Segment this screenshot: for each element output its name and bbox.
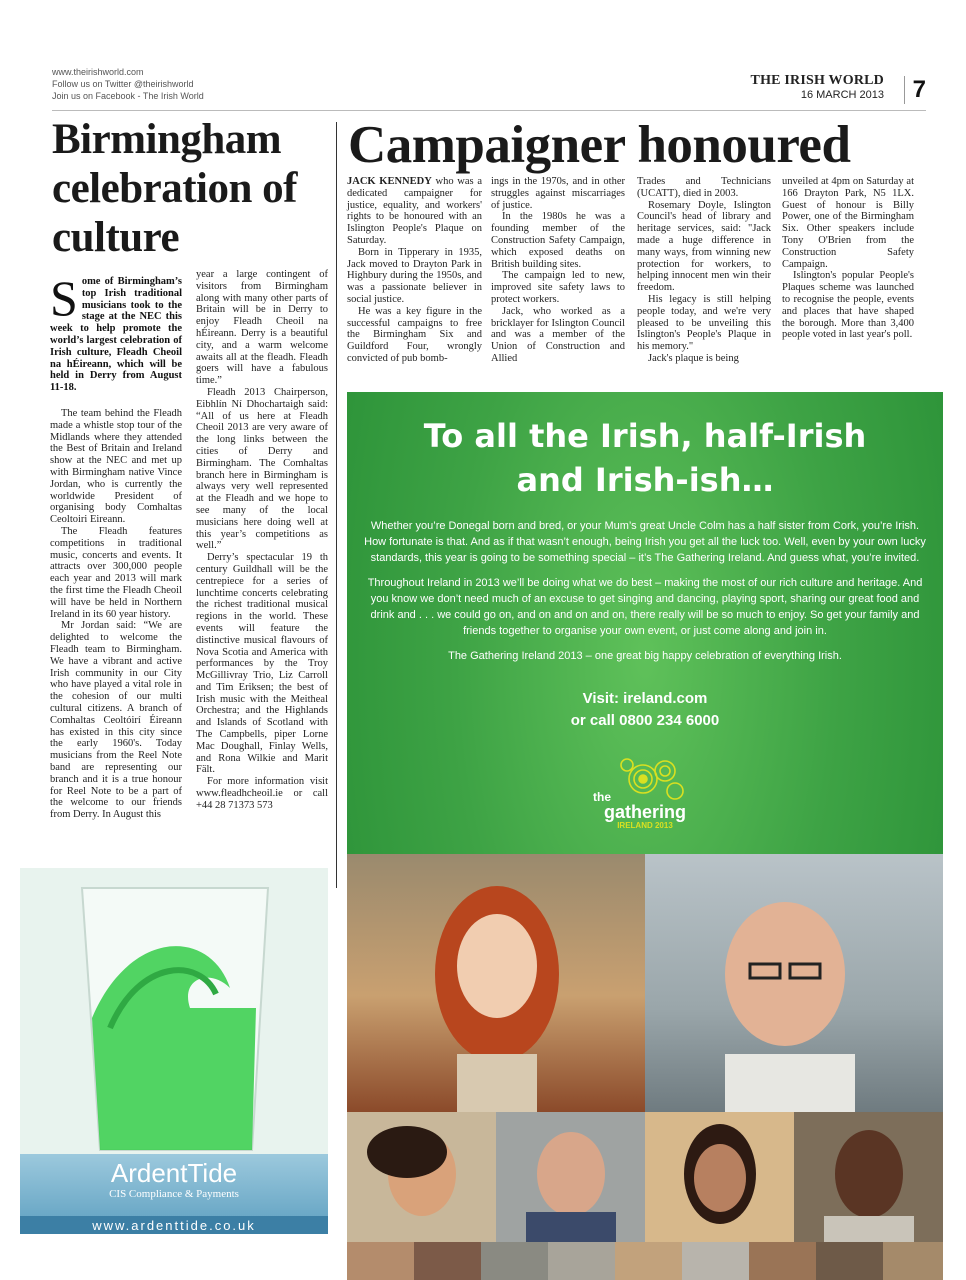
paragraph: In the 1980s he was a founding member of the Construction Safety Campaign, which exposed deaths on British building sites. bbox=[491, 211, 625, 270]
photo-thumb bbox=[548, 1242, 615, 1280]
ardenttide-url[interactable]: www.ardenttide.co.uk bbox=[20, 1216, 328, 1234]
advert-title bbox=[347, 414, 943, 502]
paragraph: unveiled at 4pm on Saturday at 166 Drayton Park, N5 1LX. Guest of honour is Billy Power, one of the Birmingham Six. Other speakers include Tony O'Brien from the Construction Safety Campaign. bbox=[782, 176, 914, 270]
paragraph: The team behind the Fleadh made a whistle stop tour of the Midlands where they attended the Best of Britain and Ireland show at the NEC and met up with Birmingham native Vince Jordan, who is currently the worldwide President of organising body Comhaltas Ceoltoiri Eireann. bbox=[50, 408, 182, 526]
photo-thumb bbox=[347, 1242, 414, 1280]
birmingham-headline: Birmingham celebration of culture bbox=[52, 116, 297, 261]
page-number: 7 bbox=[904, 76, 926, 104]
paragraph: Born in Tipperary in 1935, Jack moved to Drayton Park in Highbury during the 1950s, and was a passionate believer in social justice. bbox=[347, 246, 482, 305]
photo-smiling-man bbox=[794, 1112, 943, 1242]
campaigner-column-1 bbox=[347, 176, 482, 365]
paragraph: Mr Jordan said: “We are delighted to welcome the Fleadh team to Birmingham. We have a vibrant and active Irish community in our City who have played a vital role in the cohesion of our multi cultural citizens. A branch of Comhaltas Ceoltóirí Éireann has existed in this city since the early 1960's. Today musicians from the Reel Note band are representing our branch and it is a true honour for Reel Note to be a part of the welcome to our friends from Derry. In August this bbox=[50, 620, 182, 821]
header-divider bbox=[52, 110, 926, 111]
photo-thumb bbox=[816, 1242, 883, 1280]
paragraph: Jack's plaque is being bbox=[648, 352, 739, 364]
portrait-illustration bbox=[496, 1112, 645, 1242]
paragraph: Trades and Technicians (UCATT), died in 2003. bbox=[637, 176, 771, 199]
portrait-illustration bbox=[794, 1112, 943, 1242]
birmingham-column-2 bbox=[196, 269, 328, 812]
logo-text bbox=[585, 791, 705, 831]
drop-cap: S bbox=[50, 270, 78, 326]
paragraph: For more information visit www.fleadhcheoil.ie or call +44 28 71373 573 bbox=[196, 776, 328, 811]
photo-thumb bbox=[682, 1242, 749, 1280]
ardenttide-banner bbox=[20, 1154, 328, 1234]
logo-subtitle: IRELAND 2013 bbox=[617, 821, 673, 830]
photo-thumb bbox=[615, 1242, 682, 1280]
photo-smiling-woman bbox=[347, 1112, 496, 1242]
advert-body bbox=[363, 518, 927, 673]
byline-text: who was a dedicated campaigner for justice, equality, and workers' rights to be honoured with an Islington People's Plaque on Saturday. bbox=[347, 176, 482, 246]
photo-thumb bbox=[749, 1242, 816, 1280]
advert-paragraph: Whether you’re Donegal born and bred, or your Mum’s great Uncle Colm has a half sister from Cork, you’re Irish. How fortunate is that. And as if that wasn’t enough, being Irish you get all the luck too. Well, even by your own lucky standards, this year is going to be something special – it’s The Gathering Ireland. And guess what, you’re invited. bbox=[364, 520, 926, 564]
lead-text: ome of Birmingham’s top Irish traditional musicians took to the stage at the NEC this week to help promote the world’s largest celebration of Irish culture, Fleadh Cheoil na hÉireann, which will be held in Derry from August 11-18. bbox=[50, 276, 182, 394]
masthead bbox=[751, 73, 884, 101]
photo-thumb bbox=[883, 1242, 943, 1280]
byline-name: JACK KENNEDY bbox=[347, 176, 432, 187]
paragraph: Rosemary Doyle, Islington Council's head of library and heritage services, said: "Jack made a huge difference in many ways, from winning new protection for workers, to helping innocent men win their freedom. bbox=[637, 199, 771, 294]
campaigner-column-2 bbox=[491, 176, 625, 365]
ardenttide-brand: ArdentTide bbox=[110, 1158, 238, 1188]
paragraph bbox=[347, 176, 482, 247]
advert-contact bbox=[347, 688, 943, 732]
photo-thumb bbox=[414, 1242, 481, 1280]
ardenttide-advert[interactable] bbox=[20, 868, 328, 1234]
gathering-logo bbox=[585, 757, 705, 837]
campaigner-column-3 bbox=[637, 176, 771, 365]
paragraph: His legacy is still helping people today, and we're very pleased to be unveiling this Islington's People's Plaque in his memory." bbox=[637, 293, 771, 353]
paragraph: Fleadh 2013 Chairperson, Eibhlín Ní Dhochartaigh said: “All of us here at Fleadh Cheoil 2013 are very aware of the long links between the cities of Derry and Birmingham. The Comhaltas branch here in Birmingham is always very well represented at the Fleadh and we hope to see many of the local musicians here doing well at this year’s competitions as well.” bbox=[196, 386, 328, 552]
gathering-advert bbox=[347, 392, 943, 1280]
photo-woman-red-hair bbox=[347, 854, 645, 1112]
paragraph: year a large contingent of visitors from Birmingham along with many other parts of Britain will be in Derry to enjoy Fleadh Cheoil na hÉireann. Derry is a beautiful city, and a warm welcome awaits all at the fleadh. Fleadh goers will have a fabulous time.” bbox=[196, 269, 328, 387]
portrait-illustration bbox=[347, 854, 645, 1112]
twitter-line: Follow us on Twitter @theirishworld bbox=[52, 79, 194, 89]
advert-paragraph: Throughout Ireland in 2013 we’ll be doing what we do best – making the most of our rich culture and heritage. And you know we don’t need much of an excuse to get singing and dancing, playing sport, sharing our great food and drink and . . . we could go on, and on and on and on, there really will be so much to enjoy. So get your family and friends together to organise your own event, or just come along and join in. bbox=[367, 577, 923, 637]
campaigner-headline: Campaigner honoured bbox=[348, 116, 851, 174]
portrait-illustration bbox=[347, 1112, 496, 1242]
portrait-illustration bbox=[645, 854, 943, 1112]
issue-date: 16 MARCH 2013 bbox=[800, 89, 884, 101]
logo-gathering: gathering bbox=[603, 802, 686, 822]
ardenttide-tagline: CIS Compliance & Payments bbox=[109, 1188, 239, 1200]
publication-name: THE IRISH WORLD bbox=[750, 73, 884, 88]
advert-title-line-2: and Irish-ish… bbox=[516, 461, 774, 499]
photo-grey-haired-man bbox=[496, 1112, 645, 1242]
birmingham-column-1 bbox=[50, 408, 182, 821]
logo-the: the bbox=[593, 790, 611, 804]
advert-paragraph: The Gathering Ireland 2013 – one great big happy celebration of everything Irish. bbox=[448, 650, 842, 662]
advert-title-line-1: To all the Irish, half-Irish bbox=[423, 417, 867, 455]
photo-dark-haired-woman bbox=[645, 1112, 794, 1242]
paragraph: ings in the 1970s, and in other struggles against miscarriages of justice. bbox=[491, 176, 625, 211]
photo-man-glasses bbox=[645, 854, 943, 1112]
website-link[interactable]: www.theirishworld.com bbox=[52, 67, 144, 77]
paragraph: He was a key figure in the successful campaigns to free the Birmingham Six and Guildford Four, wrongly convicted of pub bomb- bbox=[347, 305, 482, 364]
advert-phone: or call 0800 234 6000 bbox=[570, 712, 720, 729]
campaigner-column-4 bbox=[782, 176, 914, 341]
paragraph: The Fleadh features competitions in traditional music, concerts and events. It attracts over 300,000 people each year and 2013 will mark the first time the Fleadh Cheoil will have be held in Northern Ireland in its 60 year history. bbox=[50, 525, 182, 620]
paragraph: The campaign led to new, improved site safety laws to protect workers. bbox=[491, 270, 625, 305]
advert-visit-link[interactable]: Visit: ireland.com bbox=[582, 690, 708, 707]
facebook-line: Join us on Facebook - The Irish World bbox=[52, 91, 204, 101]
header-contact bbox=[52, 66, 204, 102]
column-rule bbox=[336, 122, 337, 888]
green-glass-illustration bbox=[20, 868, 328, 1158]
photo-thumb bbox=[481, 1242, 548, 1280]
paragraph: Jack, who worked as a bricklayer for Islington Council and was a member of the Union of Construction and Allied bbox=[491, 305, 625, 364]
portrait-illustration bbox=[645, 1112, 794, 1242]
paragraph: Islington's popular People's Plaques scheme was launched to recognise the people, events and places that have shaped the borough. More than 3,400 people voted in last year's poll. bbox=[782, 270, 914, 341]
paragraph: Derry’s spectacular 19 th century Guildhall will be the centrepiece for a series of lunchtime concerts celebrating the richest traditional musical regions in the world. These events will feature the distinctive musical flavours of Nova Scotia and America with performances by the Troy McGillivray Trio, Liz Carroll and Tim Eriksen; the best of Irish music with the Meitheal Orchestra; and the Highlands and Islands of Scotland with The Campbells, piper Lorne Mac Doughall, Finlay Wells, and Rona Wilkie and Marit Fält. bbox=[196, 552, 328, 776]
birmingham-lead bbox=[50, 270, 182, 394]
